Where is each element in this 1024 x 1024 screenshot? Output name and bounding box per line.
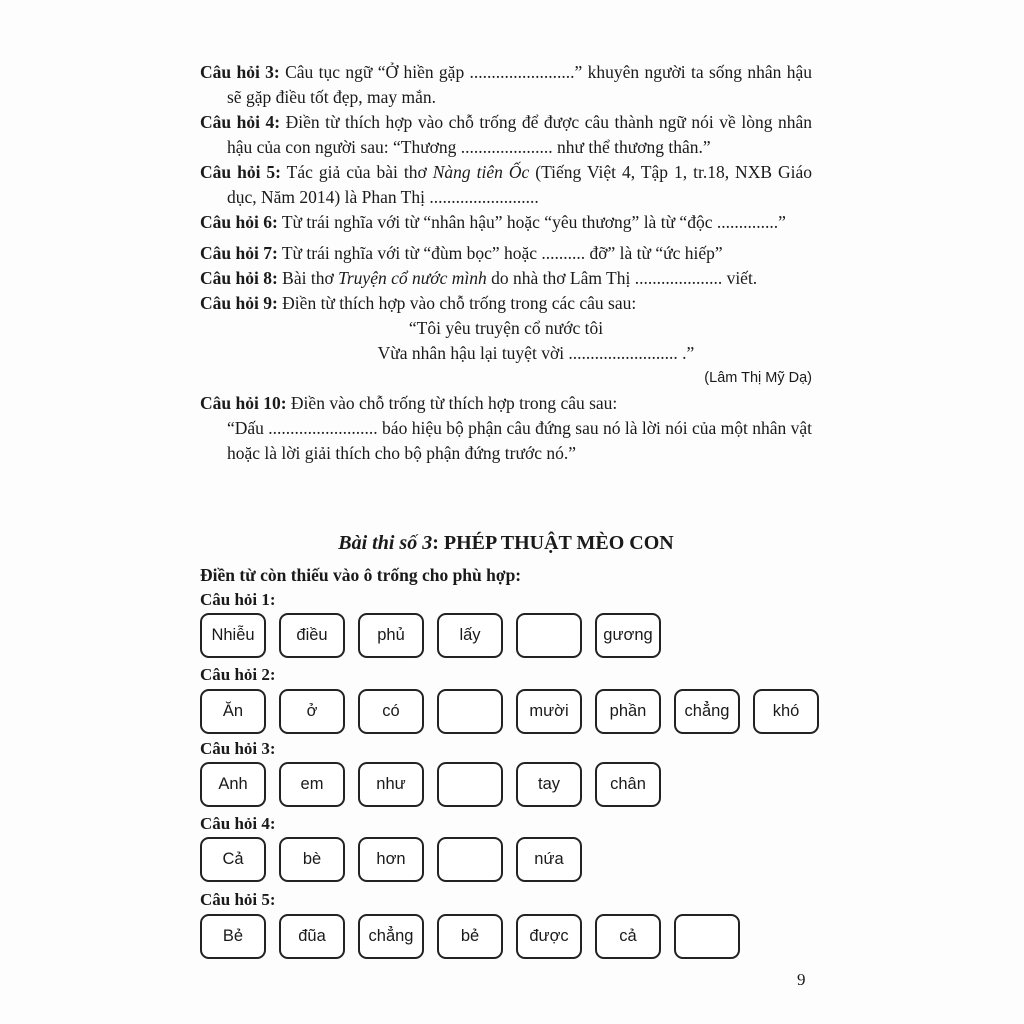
question-6 <box>200 210 812 235</box>
word-box: bẻ <box>437 914 503 959</box>
word-box: khó <box>753 689 819 734</box>
word-box: tay <box>516 762 582 807</box>
puzzle-row-4 <box>200 837 582 882</box>
section-title <box>200 532 812 555</box>
word-box: điều <box>279 613 345 658</box>
blank-answer-box[interactable] <box>674 914 740 959</box>
question-label: Câu hỏi 3: <box>200 62 280 82</box>
section-title-text: : PHÉP THUẬT MÈO CON <box>432 532 674 554</box>
word-box: như <box>358 762 424 807</box>
word-box: được <box>516 914 582 959</box>
blank-answer-box[interactable] <box>437 762 503 807</box>
word-box: bè <box>279 837 345 882</box>
blank-answer-box[interactable] <box>437 837 503 882</box>
puzzle-label-2: Câu hỏi 2: <box>200 665 276 684</box>
question-text: Tác giả của bài thơ <box>281 162 433 182</box>
question-text: Từ trái nghĩa với từ “nhân hậu” hoặc “yêu thương” là từ “độc ..............” <box>277 212 786 232</box>
word-box: cả <box>595 914 661 959</box>
question-10-quote <box>200 416 812 466</box>
question-text: Điền vào chỗ trống từ thích hợp trong câu sau: <box>286 393 618 413</box>
word-box: chân <box>595 762 661 807</box>
question-text: (Tiếng Việt 4, Tập 1, tr.18, NXB Giáo dục, Năm 2014) là Phan Thị ......................... <box>227 162 813 207</box>
question-label: Câu hỏi 7: <box>200 243 278 263</box>
puzzle-row-5 <box>200 914 740 959</box>
word-box: chẳng <box>358 914 424 959</box>
quote-text: “Dấu ......................... báo hiệu bộ phận câu đứng sau nó là lời nói của một nhân vật hoặc là lời giải thích cho bộ phận đứng trước nó.” <box>227 418 812 463</box>
question-text: Bài thơ <box>277 268 339 288</box>
question-4 <box>200 110 812 160</box>
question-label: Câu hỏi 5: <box>200 162 282 182</box>
question-3 <box>200 60 812 110</box>
word-box: ở <box>279 689 345 734</box>
poem-title: Truyện cổ nước mình <box>338 268 487 288</box>
word-box: Anh <box>200 762 266 807</box>
question-label: Câu hỏi 4: <box>200 112 281 132</box>
poem-line: “Tôi yêu truyện cổ nước tôi <box>408 318 604 338</box>
questions-section <box>200 60 812 466</box>
word-box: phần <box>595 689 661 734</box>
word-box: phủ <box>358 613 424 658</box>
poem-citation: (Lâm Thị Mỹ Dạ) <box>704 370 812 386</box>
word-box: Ăn <box>200 689 266 734</box>
word-box: có <box>358 689 424 734</box>
question-label: Câu hỏi 6: <box>200 212 278 232</box>
question-label: Câu hỏi 9: <box>200 293 278 313</box>
question-9 <box>200 291 812 316</box>
question-8 <box>200 266 812 291</box>
puzzle-label-4: Câu hỏi 4: <box>200 814 276 833</box>
question-text: Câu tục ngữ “Ở hiền gặp ........................” khuyên người ta sống nhân hậu sẽ gặp điều tốt đẹp, may mắn. <box>227 62 813 107</box>
question-5 <box>200 160 812 210</box>
word-box: em <box>279 762 345 807</box>
question-text: Từ trái nghĩa với từ “đùm bọc” hoặc .......... đỡ” là từ “ức hiếp” <box>277 243 723 263</box>
question-text: do nhà thơ Lâm Thị .................... viết. <box>486 268 758 288</box>
page-number: 9 <box>797 970 806 989</box>
section-instruction: Điền từ còn thiếu vào ô trống cho phù hợp: <box>200 565 522 585</box>
word-box: nứa <box>516 837 582 882</box>
puzzle-label-3: Câu hỏi 3: <box>200 739 276 758</box>
word-box: đũa <box>279 914 345 959</box>
puzzle-label-5: Câu hỏi 5: <box>200 890 276 909</box>
word-box: Cả <box>200 837 266 882</box>
poem-line: Vừa nhân hậu lại tuyệt vời ......................... .” <box>377 343 695 363</box>
question-label: Câu hỏi 10: <box>200 393 287 413</box>
blank-answer-box[interactable] <box>516 613 582 658</box>
word-box: mười <box>516 689 582 734</box>
word-box: gương <box>595 613 661 658</box>
word-box: lấy <box>437 613 503 658</box>
puzzle-row-1 <box>200 613 661 658</box>
word-box: hơn <box>358 837 424 882</box>
blank-answer-box[interactable] <box>437 689 503 734</box>
puzzle-row-2 <box>200 689 819 734</box>
word-box: Nhiễu <box>200 613 266 658</box>
question-text: Điền từ thích hợp vào chỗ trống trong các câu sau: <box>277 293 637 313</box>
section-title-italic: Bài thi số 3 <box>338 532 433 554</box>
puzzle-label-1: Câu hỏi 1: <box>200 590 276 609</box>
poem-title: Nàng tiên Ốc <box>432 162 530 182</box>
question-10 <box>200 391 812 416</box>
question-label: Câu hỏi 8: <box>200 268 278 288</box>
word-box: Bẻ <box>200 914 266 959</box>
puzzle-row-3 <box>200 762 661 807</box>
question-7 <box>200 241 812 266</box>
word-box: chẳng <box>674 689 740 734</box>
question-text: Điền từ thích hợp vào chỗ trống để được câu thành ngữ nói về lòng nhân hậu của con người sau: “Thương ..................... như thể thương thân.” <box>227 112 812 157</box>
